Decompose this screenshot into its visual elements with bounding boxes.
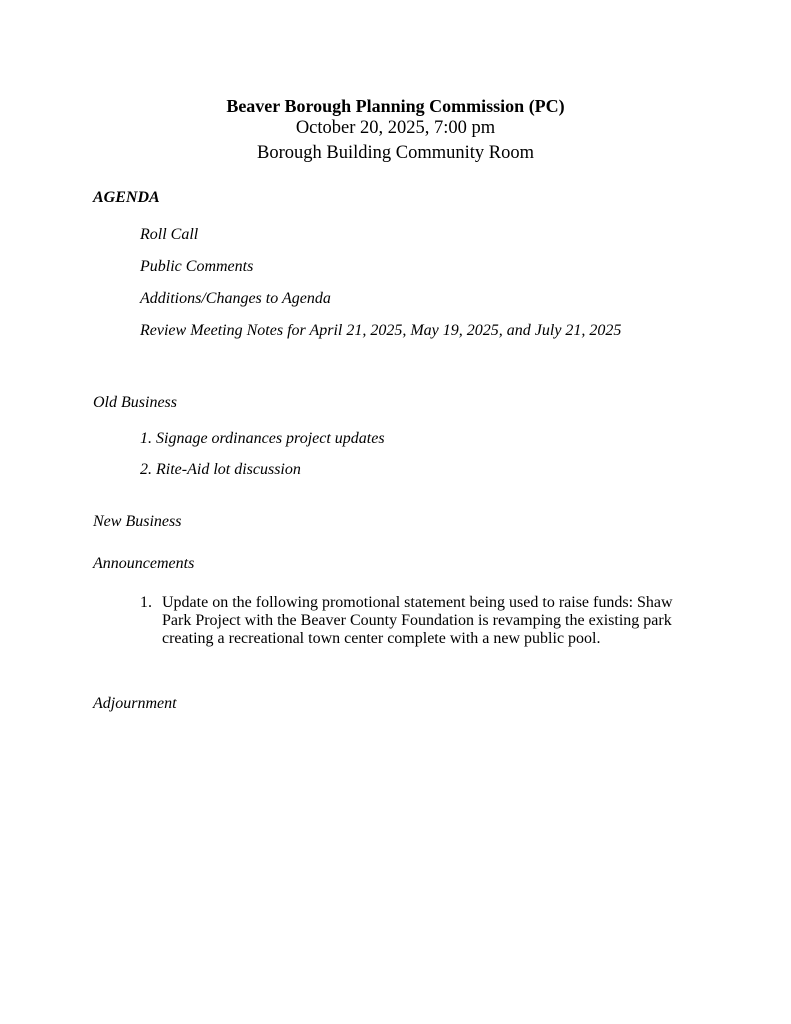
announcements-heading: Announcements: [93, 555, 195, 572]
old-business-item-rite-aid: 2. Rite-Aid lot discussion: [140, 461, 301, 478]
agenda-item-public-comments: Public Comments: [140, 258, 254, 275]
old-business-item-signage: 1. Signage ordinances project updates: [140, 430, 385, 447]
meeting-date-time: October 20, 2025, 7:00 pm: [295, 118, 496, 138]
agenda-item-additions-changes: Additions/Changes to Agenda: [140, 290, 331, 307]
announcement-text: Update on the following promotional statement being used to raise funds: Shaw Park Project with the Beaver County Foundation is revamping the existing park creating a recreational town center complete with a new public pool.: [162, 594, 673, 647]
meeting-location: Borough Building Community Room: [256, 143, 534, 163]
page-title: Beaver Borough Planning Commission (PC): [226, 96, 565, 116]
agenda-item-review-meeting-notes: Review Meeting Notes for April 21, 2025, May 19, 2025, and July 21, 2025: [140, 322, 622, 339]
announcement-number: 1.: [140, 594, 152, 611]
adjournment-heading: Adjournment: [93, 695, 177, 712]
agenda-item-roll-call: Roll Call: [140, 226, 199, 243]
new-business-heading: New Business: [93, 513, 182, 530]
agenda-heading: AGENDA: [93, 189, 160, 206]
old-business-heading: Old Business: [93, 394, 177, 411]
